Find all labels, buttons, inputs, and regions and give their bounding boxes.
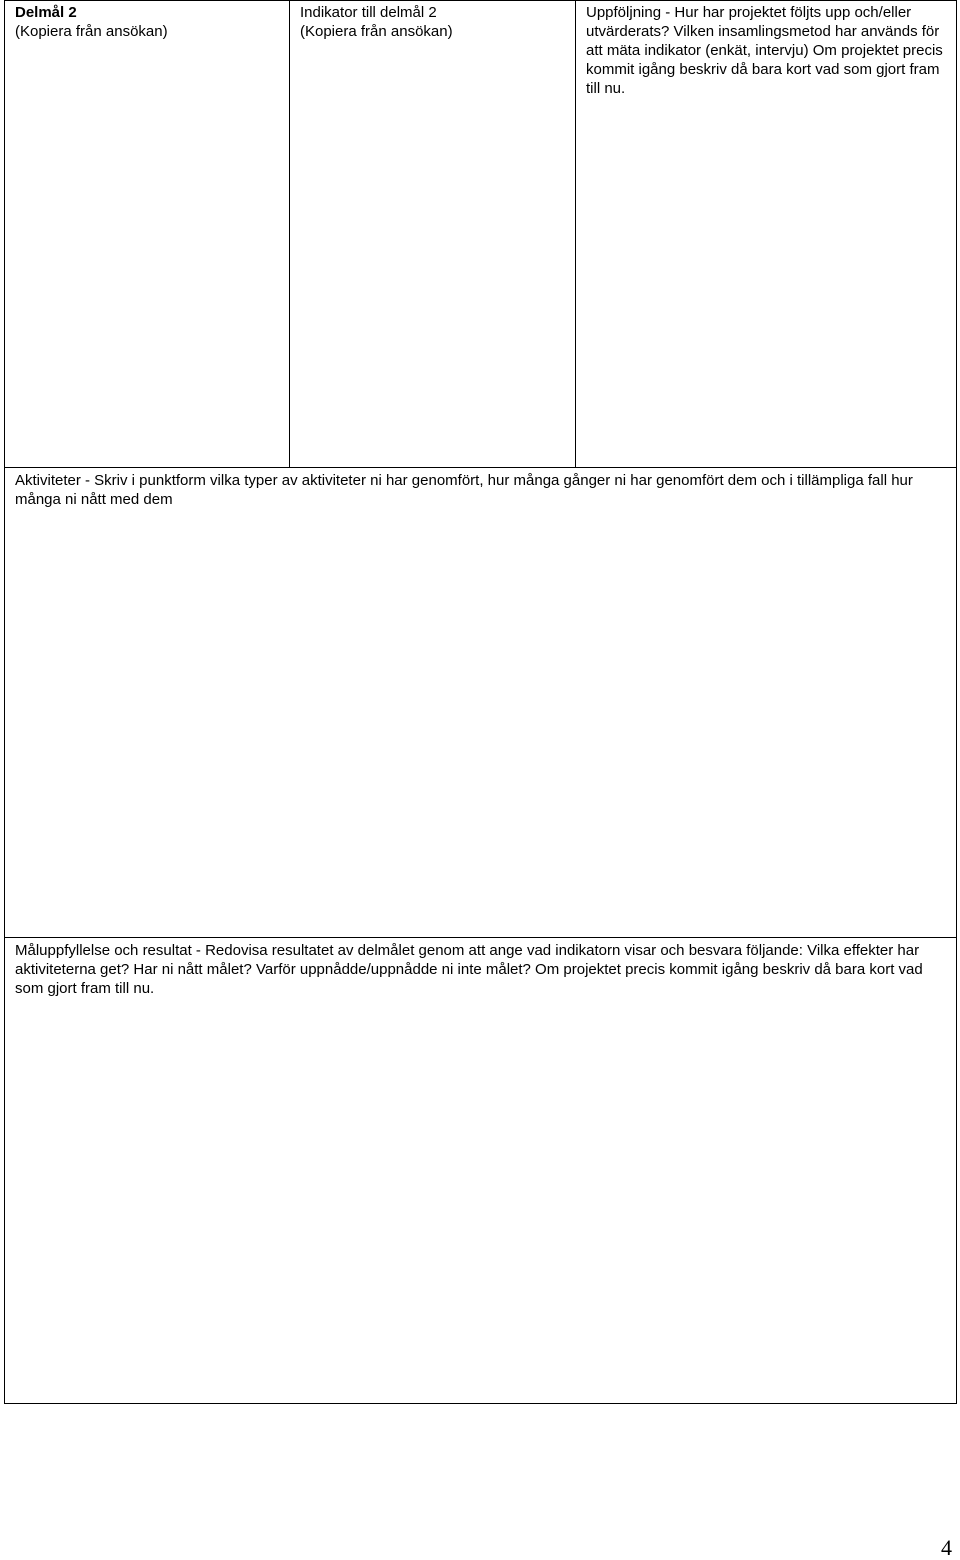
aktiviteter-row xyxy=(5,468,957,938)
aktiviteter-text: Aktiviteter - Skriv i punktform vilka typer av aktiviteter ni har genomfört, hur många gånger ni har genomfört dem och i tillämpliga fall hur många ni nått med dem xyxy=(15,472,913,508)
maluppfyllelse-cell[interactable] xyxy=(5,938,957,1404)
uppfoljning-cell[interactable] xyxy=(576,1,957,468)
maluppfyllelse-text: Måluppfyllelse och resultat - Redovisa resultatet av delmålet genom att ange vad indikatorn visar och besvara följande: Vilka effekter har aktiviteterna get? Har ni nått målet? Varför uppnådde/uppnådde ni inte målet? Om projektet precis kommit igång beskriv då bara kort vad som gjort fram till nu. xyxy=(15,942,923,997)
aktiviteter-cell[interactable] xyxy=(5,468,957,938)
report-form-table xyxy=(4,0,957,1404)
page-number: 4 xyxy=(941,1535,952,1560)
delmal-title: Delmål 2 xyxy=(15,4,77,21)
indikator-subtitle: (Kopiera från ansökan) xyxy=(300,23,453,40)
uppfoljning-text: Uppföljning - Hur har projektet följts upp och/eller utvärderats? Vilken insamlingsmetod har används för att mäta indikator (enkät, intervju) Om projektet precis kommit igång beskriv då bara kort vad som gjort fram till nu. xyxy=(586,4,943,97)
indikator-title: Indikator till delmål 2 xyxy=(300,4,437,21)
delmal-subtitle: (Kopiera från ansökan) xyxy=(15,23,168,40)
delmal-cell[interactable] xyxy=(5,1,290,468)
indikator-cell[interactable] xyxy=(290,1,576,468)
maluppfyllelse-row xyxy=(5,938,957,1404)
header-row xyxy=(5,1,957,468)
